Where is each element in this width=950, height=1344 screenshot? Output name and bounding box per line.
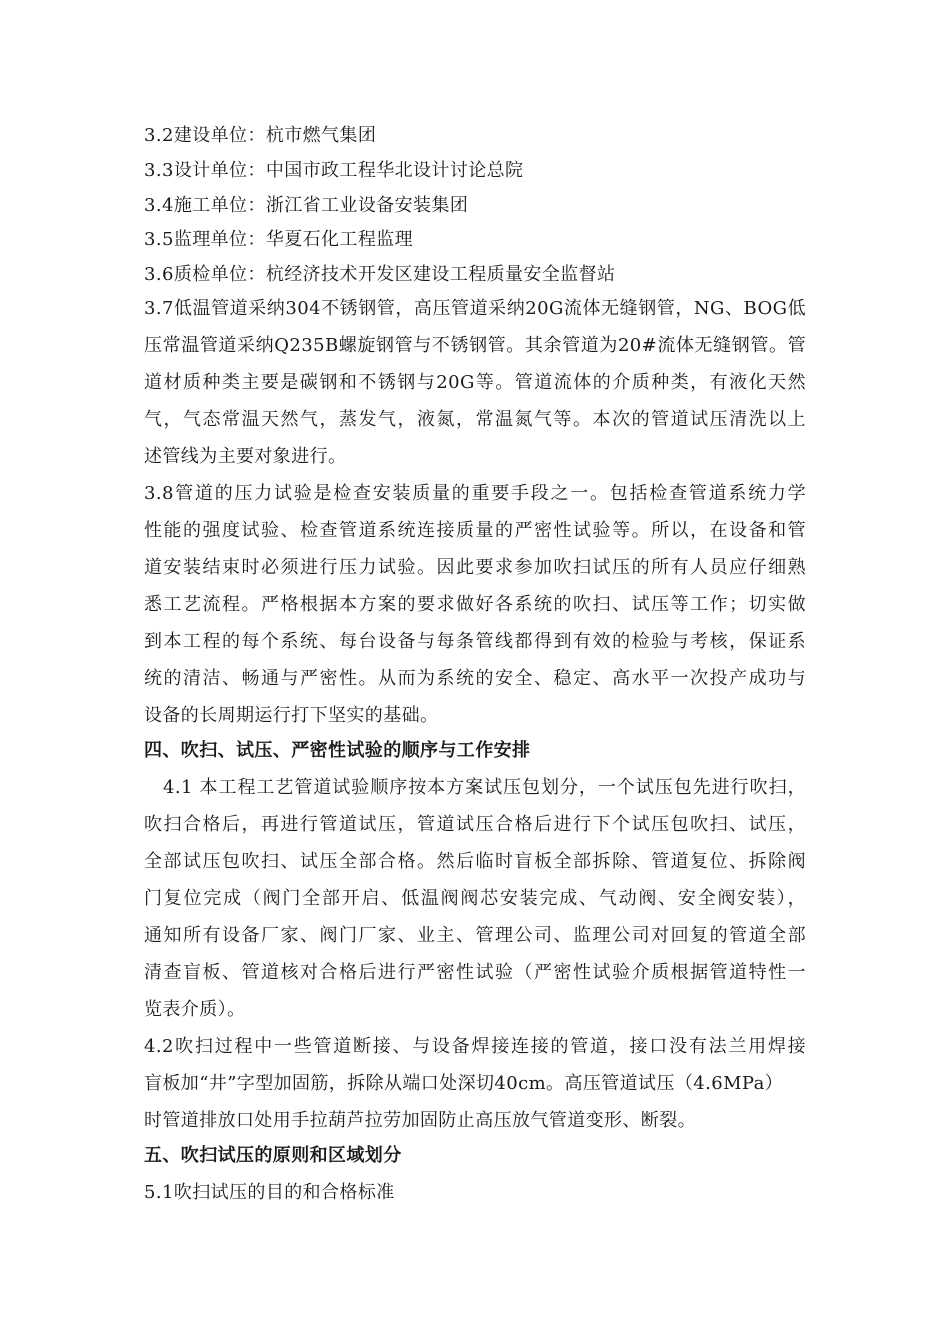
text-line: 3.3设计单位：中国市政工程华北设计讨论总院: [144, 160, 524, 181]
text-line: 时管道排放口处用手拉葫芦拉劳加固防止高压放气管道变形、断裂。: [144, 1110, 696, 1131]
text-line: 气，气态常温天然气，蒸发气，液氮，常温氮气等。本次的管道试压清洗以上: [144, 409, 806, 430]
text-line: 压常温管道采纳Q235B螺旋钢管与不锈钢管。其余管道为20#流体无缝钢管。管: [144, 335, 806, 356]
text-line: 述管线为主要对象进行。: [144, 446, 347, 467]
text-line: 3.2建设单位：杭市燃气集团: [144, 125, 377, 146]
text-line: 道安装结束时必须进行压力试验。因此要求参加吹扫试压的所有人员应仔细熟: [144, 557, 806, 578]
text-line: 览表介质）。: [144, 999, 246, 1020]
text-line: 3.5监理单位：华夏石化工程监理: [144, 229, 414, 250]
text-line: 全部试压包吹扫、试压全部合格。然后临时盲板全部拆除、管道复位、拆除阀: [144, 851, 806, 872]
text-line: 3.4施工单位：浙江省工业设备安装集团: [144, 195, 469, 216]
text-line: 统的清洁、畅通与严密性。从而为系统的安全、稳定、高水平一次投产成功与: [144, 668, 806, 689]
text-line: 清查盲板、管道核对合格后进行严密性试验（严密性试验介质根据管道特性一: [144, 962, 806, 983]
text-line: 道材质种类主要是碳钢和不锈钢与20G等。管道流体的介质种类，有液化天然: [144, 372, 806, 393]
text-line: 通知所有设备厂家、阀门厂家、业主、管理公司、监理公司对回复的管道全部: [144, 925, 806, 946]
section-heading: 五、吹扫试压的原则和区域划分: [144, 1145, 402, 1166]
text-line: 吹扫合格后，再进行管道试压，管道试压合格后进行下个试压包吹扫、试压，: [144, 814, 806, 835]
text-line: 4.1 本工程工艺管道试验顺序按本方案试压包划分，一个试压包先进行吹扫，: [163, 777, 806, 798]
text-line: 3.8管道的压力试验是检查安装质量的重要手段之一。包括检查管道系统力学: [144, 483, 806, 504]
text-line: 设备的长周期运行打下坚实的基础。: [144, 705, 439, 726]
text-line: 5.1吹扫试压的目的和合格标准: [144, 1182, 395, 1203]
section-heading: 四、吹扫、试压、严密性试验的顺序与工作安排: [144, 740, 531, 761]
text-line: 悉工艺流程。严格根据本方案的要求做好各系统的吹扫、试压等工作；切实做: [144, 594, 806, 615]
text-line: 3.6质检单位：杭经济技术开发区建设工程质量安全监督站: [144, 264, 616, 285]
text-line: 性能的强度试验、检查管道系统连接质量的严密性试验等。所以，在设备和管: [144, 520, 806, 541]
text-line: 4.2吹扫过程中一些管道断接、与设备焊接连接的管道，接口没有法兰用焊接: [144, 1036, 806, 1057]
text-line: 到本工程的每个系统、每台设备与每条管线都得到有效的检验与考核，保证系: [144, 631, 806, 652]
text-line: 盲板加“井”字型加固筋，拆除从端口处深切40cm。高压管道试压（4.6MPa）: [144, 1073, 784, 1094]
text-line: 门复位完成（阀门全部开启、低温阀阀芯安装完成、气动阀、安全阀安装），: [144, 888, 806, 909]
text-line: 3.7低温管道采纳304不锈钢管，高压管道采纳20G流体无缝钢管，NG、BOG低: [144, 298, 806, 319]
